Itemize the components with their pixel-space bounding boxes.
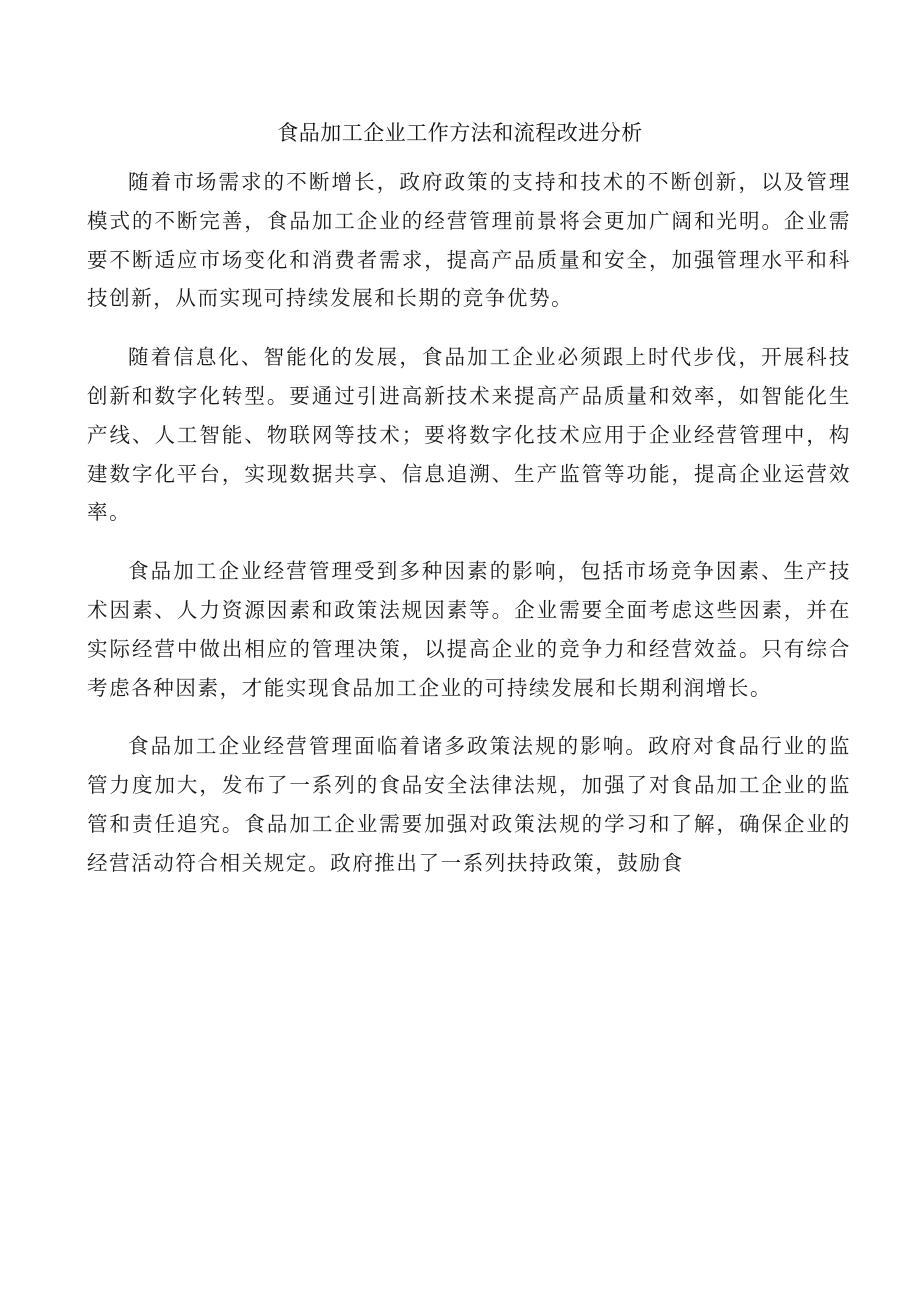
document-body — [87, 163, 851, 903]
paragraph-1: 随着市场需求的不断增长，政府政策的支持和技术的不断创新，以及管理模式的不断完善，食品加工企业的经营管理前景将会更加广阔和光明。企业需要不断适应市场变化和消费者需求，提高产品质量和安全，加强管理水平和科技创新，从而实现可持续发展和长期的竞争优势。 — [87, 170, 851, 311]
document-title: 食品加工企业工作方法和流程改进分析 — [277, 121, 643, 145]
paragraph-2: 随着信息化、智能化的发展，食品加工企业必须跟上时代步伐，开展科技创新和数字化转型。要通过引进高新技术来提高产品质量和效率，如智能化生产线、人工智能、物联网等技术；要将数字化技术应用于企业经营管理中，构建数字化平台，实现数据共享、信息追溯、生产监管等功能，提高企业运营效率。 — [87, 345, 851, 525]
paragraph-4: 食品加工企业经营管理面临着诸多政策法规的影响。政府对食品行业的监管力度加大，发布了一系列的食品安全法律法规，加强了对食品加工企业的监管和责任追究。食品加工企业需要加强对政策法规的学习和了解，确保企业的经营活动符合相关规定。政府推出了一系列扶持政策，鼓励食 — [87, 734, 851, 875]
paragraph-3: 食品加工企业经营管理受到多种因素的影响，包括市场竞争因素、生产技术因素、人力资源因素和政策法规因素等。企业需要全面考虑这些因素，并在实际经营中做出相应的管理决策，以提高企业的竞争力和经营效益。只有综合考虑各种因素，才能实现食品加工企业的可持续发展和长期利润增长。 — [87, 559, 851, 700]
